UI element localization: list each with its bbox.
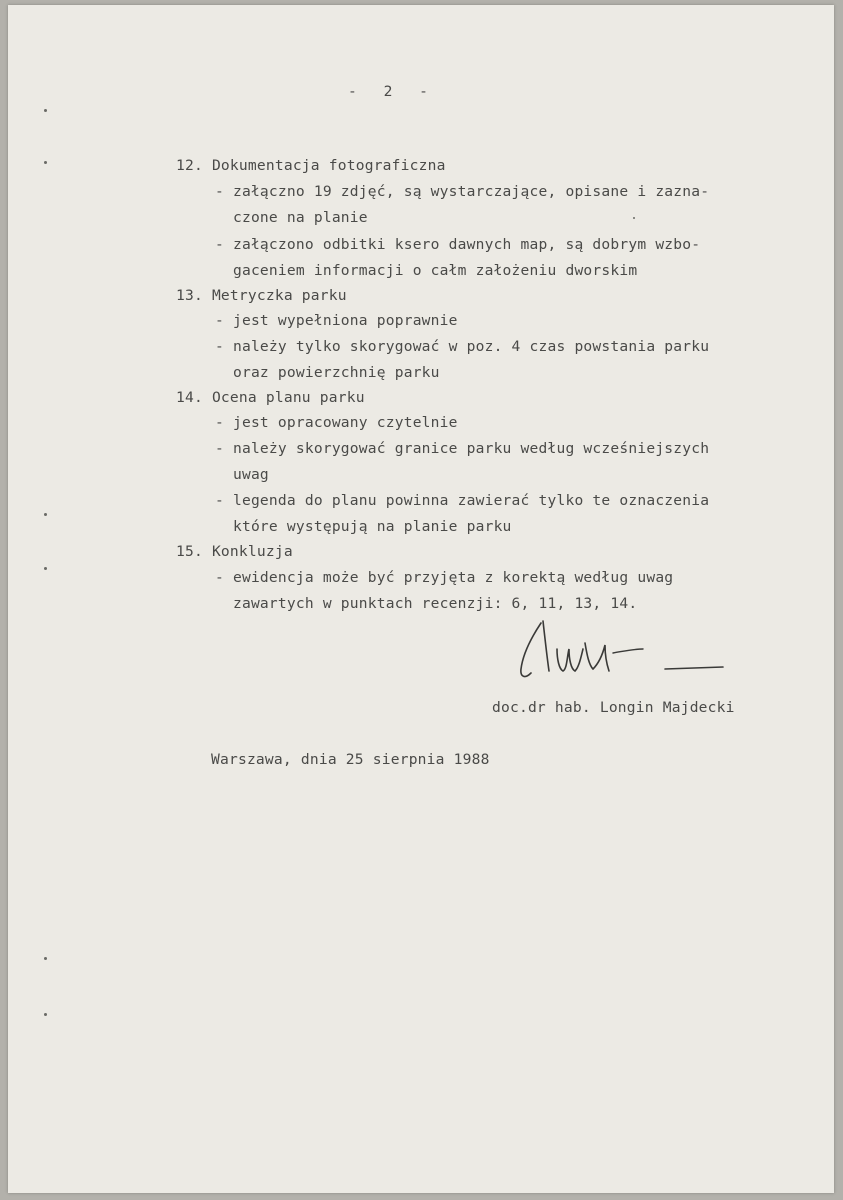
section-15-line-1: - ewidencja może być przyjęta z korektą według uwag <box>215 569 674 586</box>
section-14-heading: 14. Ocena planu parku <box>176 389 365 406</box>
section-12-line-3: - załączono odbitki ksero dawnych map, są dobrym wzbo- <box>215 236 701 253</box>
handwritten-signature-icon <box>513 613 743 685</box>
section-15-line-2: zawartych w punktach recenzji: 6, 11, 13, 14. <box>215 595 638 612</box>
section-12-heading: 12. Dokumentacja fotograficzna <box>176 157 446 174</box>
section-14-line-5: które występują na planie parku <box>215 518 512 535</box>
scan-speck <box>44 109 47 112</box>
place-and-date: Warszawa, dnia 25 sierpnia 1988 <box>211 751 490 768</box>
section-12-line-2: czone na planie <box>215 209 368 226</box>
scan-speck <box>44 161 47 164</box>
scan-speck <box>44 1013 47 1016</box>
section-13-line-3: oraz powierzchnię parku <box>215 364 440 381</box>
section-14-line-3: uwag <box>215 466 269 483</box>
section-13-line-2: - należy tylko skorygować w poz. 4 czas powstania parku <box>215 338 710 355</box>
scan-speck <box>44 567 47 570</box>
section-14-line-4: - legenda do planu powinna zawierać tylko te oznaczenia <box>215 492 710 509</box>
section-12-line-1: - załączno 19 zdjęć, są wystarczające, opisane i zazna- <box>215 183 710 200</box>
scan-speck <box>633 217 635 219</box>
scan-speck <box>44 513 47 516</box>
section-12-line-4: gaceniem informacji o całm założeniu dworskim <box>215 262 638 279</box>
signatory-name: doc.dr hab. Longin Majdecki <box>492 699 735 716</box>
section-13-heading: 13. Metryczka parku <box>176 287 347 304</box>
section-15-heading: 15. Konkluzja <box>176 543 293 560</box>
scan-speck <box>44 957 47 960</box>
section-13-line-1: - jest wypełniona poprawnie <box>215 312 458 329</box>
section-14-line-1: - jest opracowany czytelnie <box>215 414 458 431</box>
section-14-line-2: - należy skorygować granice parku według wcześniejszych <box>215 440 710 457</box>
page-number: - 2 - <box>348 83 437 100</box>
document-page <box>8 5 834 1193</box>
